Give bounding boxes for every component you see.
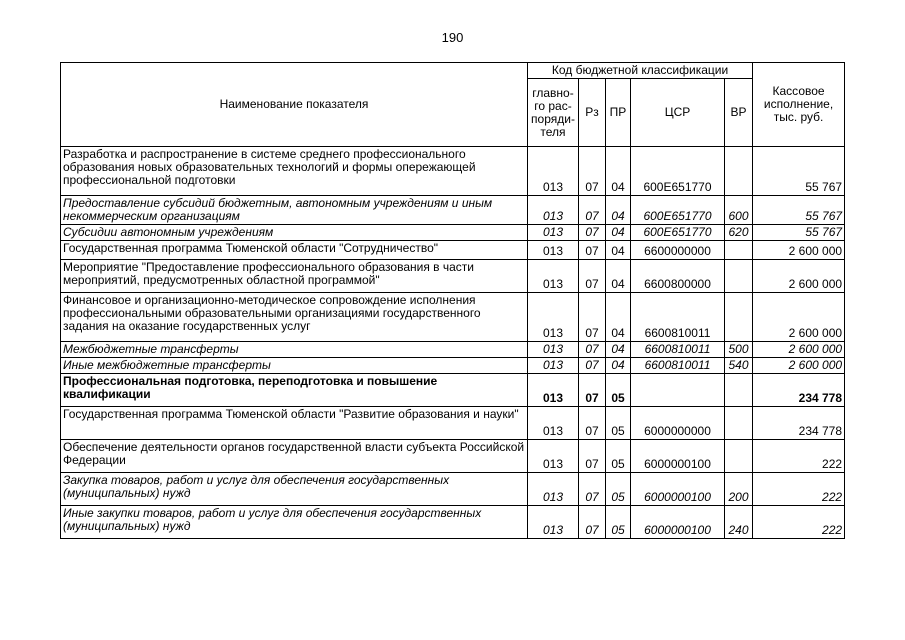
row-glavn: 013: [528, 241, 579, 260]
row-pr: 05: [606, 440, 631, 473]
row-glavn: 013: [528, 358, 579, 374]
header-code-group: Код бюджетной классификации: [528, 63, 753, 79]
row-pr: 04: [606, 342, 631, 358]
row-pr: 05: [606, 374, 631, 407]
row-pr: 04: [606, 241, 631, 260]
row-pr: 04: [606, 293, 631, 342]
row-csr: 6600810011: [631, 342, 725, 358]
row-name: Государственная программа Тюменской области "Сотрудничество": [61, 241, 528, 260]
table-header: [61, 63, 845, 147]
row-vr: 600: [725, 196, 753, 225]
table-row: [61, 342, 845, 358]
row-glavn: 013: [528, 374, 579, 407]
row-vr: 200: [725, 473, 753, 506]
row-vr: [725, 293, 753, 342]
row-rz: 07: [579, 225, 606, 241]
table-row: [61, 506, 845, 539]
row-amount: 222: [753, 440, 845, 473]
row-rz: 07: [579, 440, 606, 473]
row-vr: 620: [725, 225, 753, 241]
row-amount: 234 778: [753, 374, 845, 407]
row-name: Государственная программа Тюменской области "Развитие образования и науки": [61, 407, 528, 440]
row-glavn: 013: [528, 407, 579, 440]
row-name: Закупка товаров, работ и услуг для обеспечения государственных (муниципальных) нужд: [61, 473, 528, 506]
header-name: Наименование показателя: [61, 63, 528, 147]
table-row: [61, 374, 845, 407]
row-csr: 6600800000: [631, 260, 725, 293]
row-glavn: 013: [528, 342, 579, 358]
page-number: 190: [441, 30, 464, 45]
row-csr: [631, 374, 725, 407]
row-vr: [725, 147, 753, 196]
row-rz: 07: [579, 147, 606, 196]
row-csr: 6000000100: [631, 440, 725, 473]
row-csr: 6000000100: [631, 506, 725, 539]
row-amount: 2 600 000: [753, 241, 845, 260]
row-vr: 540: [725, 358, 753, 374]
row-amount: 2 600 000: [753, 358, 845, 374]
row-rz: 07: [579, 293, 606, 342]
row-rz: 07: [579, 358, 606, 374]
row-pr: 05: [606, 407, 631, 440]
row-amount: 55 767: [753, 196, 845, 225]
row-glavn: 013: [528, 506, 579, 539]
row-csr: 6600000000: [631, 241, 725, 260]
row-rz: 07: [579, 260, 606, 293]
row-pr: 05: [606, 506, 631, 539]
table-row: [61, 358, 845, 374]
row-vr: [725, 241, 753, 260]
row-pr: 04: [606, 196, 631, 225]
row-rz: 07: [579, 506, 606, 539]
row-glavn: 013: [528, 440, 579, 473]
header-vr: ВР: [725, 79, 753, 147]
table-row: [61, 293, 845, 342]
row-csr: 600Е651770: [631, 225, 725, 241]
row-csr: 600Е651770: [631, 147, 725, 196]
row-glavn: 013: [528, 196, 579, 225]
row-pr: 04: [606, 225, 631, 241]
row-name: Обеспечение деятельности органов государственной власти субъекта Российской Федерации: [61, 440, 528, 473]
row-name: Профессиональная подготовка, переподготовка и повышение квалификации: [61, 374, 528, 407]
row-csr: 6600810011: [631, 293, 725, 342]
header-result: Кассовое исполнение, тыс. руб.: [753, 63, 845, 147]
row-pr: 04: [606, 260, 631, 293]
row-amount: 55 767: [753, 147, 845, 196]
row-vr: [725, 260, 753, 293]
row-amount: 2 600 000: [753, 260, 845, 293]
row-vr: [725, 374, 753, 407]
row-pr: 04: [606, 358, 631, 374]
row-glavn: 013: [528, 225, 579, 241]
table-row: [61, 147, 845, 196]
row-csr: 600Е651770: [631, 196, 725, 225]
row-rz: 07: [579, 407, 606, 440]
row-amount: 222: [753, 506, 845, 539]
table-row: [61, 260, 845, 293]
row-csr: 6000000100: [631, 473, 725, 506]
row-name: Финансовое и организационно-методическое сопровождение исполнения профессиональными образовательными организациями государственного задания на оказание государственных услуг: [61, 293, 528, 342]
table-row: [61, 225, 845, 241]
row-name: Мероприятие "Предоставление профессионального образования в части мероприятий, предусмотренных областной программой": [61, 260, 528, 293]
row-amount: 55 767: [753, 225, 845, 241]
row-rz: 07: [579, 342, 606, 358]
row-rz: 07: [579, 374, 606, 407]
row-csr: 6000000000: [631, 407, 725, 440]
row-glavn: 013: [528, 147, 579, 196]
row-pr: 04: [606, 147, 631, 196]
row-vr: 500: [725, 342, 753, 358]
row-name: Разработка и распространение в системе среднего профессионального образования новых образовательных технологий и формы опережающей профессиональной подготовки: [61, 147, 528, 196]
header-rz: Рз: [579, 79, 606, 147]
row-vr: 240: [725, 506, 753, 539]
header-csr: ЦСР: [631, 79, 725, 147]
header-glavn: главно-го рас-поряди-теля: [528, 79, 579, 147]
table-row: [61, 473, 845, 506]
row-name: Иные межбюджетные трансферты: [61, 358, 528, 374]
row-pr: 05: [606, 473, 631, 506]
row-name: Иные закупки товаров, работ и услуг для обеспечения государственных (муниципальных) нужд: [61, 506, 528, 539]
budget-table: [60, 62, 845, 539]
row-rz: 07: [579, 473, 606, 506]
row-glavn: 013: [528, 260, 579, 293]
row-name: Межбюджетные трансферты: [61, 342, 528, 358]
header-pr: ПР: [606, 79, 631, 147]
row-csr: 6600810011: [631, 358, 725, 374]
row-rz: 07: [579, 196, 606, 225]
table-row: [61, 440, 845, 473]
row-name: Предоставление субсидий бюджетным, автономным учреждениям и иным некоммерческим организациям: [61, 196, 528, 225]
row-glavn: 013: [528, 293, 579, 342]
row-name: Субсидии автономным учреждениям: [61, 225, 528, 241]
table-row: [61, 196, 845, 225]
table-row: [61, 241, 845, 260]
row-vr: [725, 440, 753, 473]
row-vr: [725, 407, 753, 440]
row-glavn: 013: [528, 473, 579, 506]
row-rz: 07: [579, 241, 606, 260]
table-row: [61, 407, 845, 440]
table-body: [61, 147, 845, 539]
row-amount: 222: [753, 473, 845, 506]
row-amount: 234 778: [753, 407, 845, 440]
row-amount: 2 600 000: [753, 342, 845, 358]
row-amount: 2 600 000: [753, 293, 845, 342]
